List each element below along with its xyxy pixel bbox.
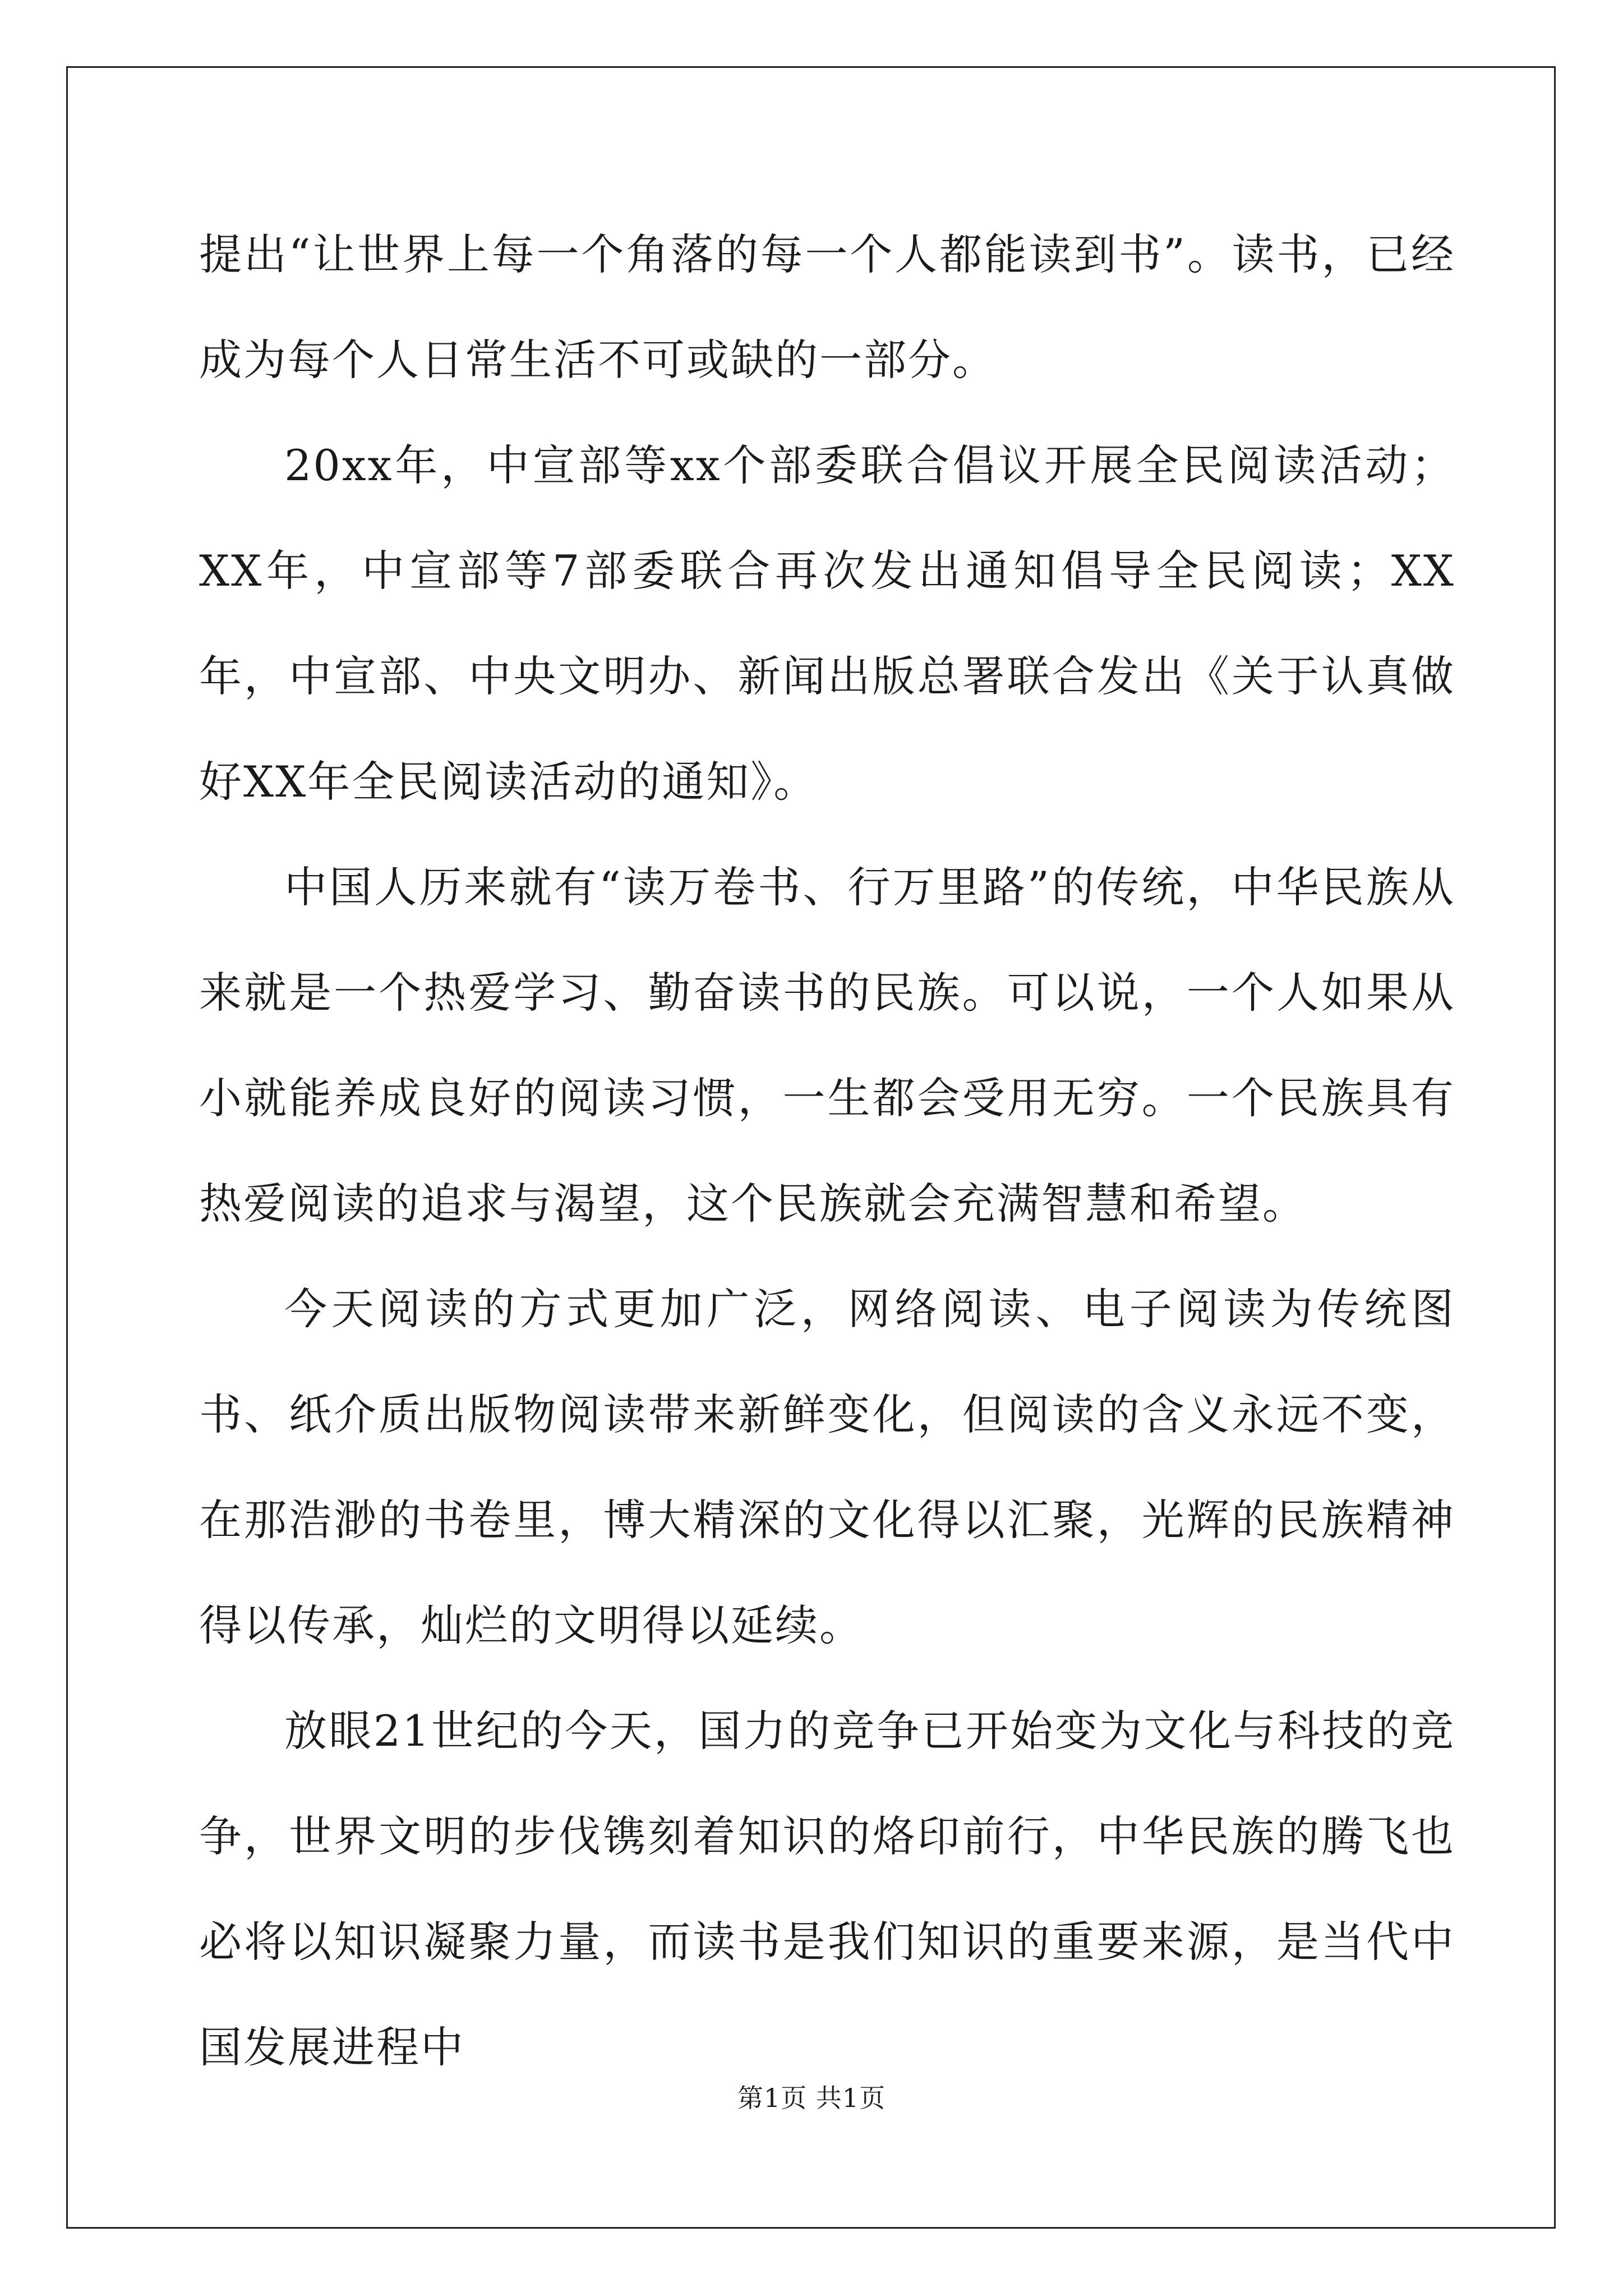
paragraph-5: 放眼21世纪的今天，国力的竞争已开始变为文化与科技的竞争，世界文明的步伐镌刻着知识的烙印前行，中华民族的腾飞也必将以知识凝聚力量，而读书是我们知识的重要来源，是当代中国发展进程中 [199, 1706, 1455, 2072]
document-body [199, 202, 1455, 2100]
paragraph-2: 20xx年，中宣部等xx个部委联合倡议开展全民阅读活动；XX年，中宣部等7部委联合再次发出通知倡导全民阅读；XX年，中宣部、中央文明办、新闻出版总署联合发出《关于认真做好XX年全民阅读活动的通知》。 [199, 440, 1455, 807]
paragraph-4: 今天阅读的方式更加广泛，网络阅读、电子阅读为传统图书、纸介质出版物阅读带来新鲜变化，但阅读的含义永远不变，在那浩渺的书卷里，博大精深的文化得以汇聚，光辉的民族精神得以传承，灿烂的文明得以延续。 [199, 1284, 1455, 1650]
paragraph-1: 提出“让世界上每一个角落的每一个人都能读到书”。读书，已经成为每个人日常生活不可或缺的一部分。 [199, 229, 1455, 385]
page-number-footer: 第1页 共1页 [737, 2083, 886, 2113]
paragraph-3: 中国人历来就有“读万卷书、行万里路”的传统，中华民族从来就是一个热爱学习、勤奋读书的民族。可以说，一个人如果从小就能养成良好的阅读习惯，一生都会受用无穷。一个民族具有热爱阅读的追求与渴望，这个民族就会充满智慧和希望。 [199, 862, 1455, 1228]
